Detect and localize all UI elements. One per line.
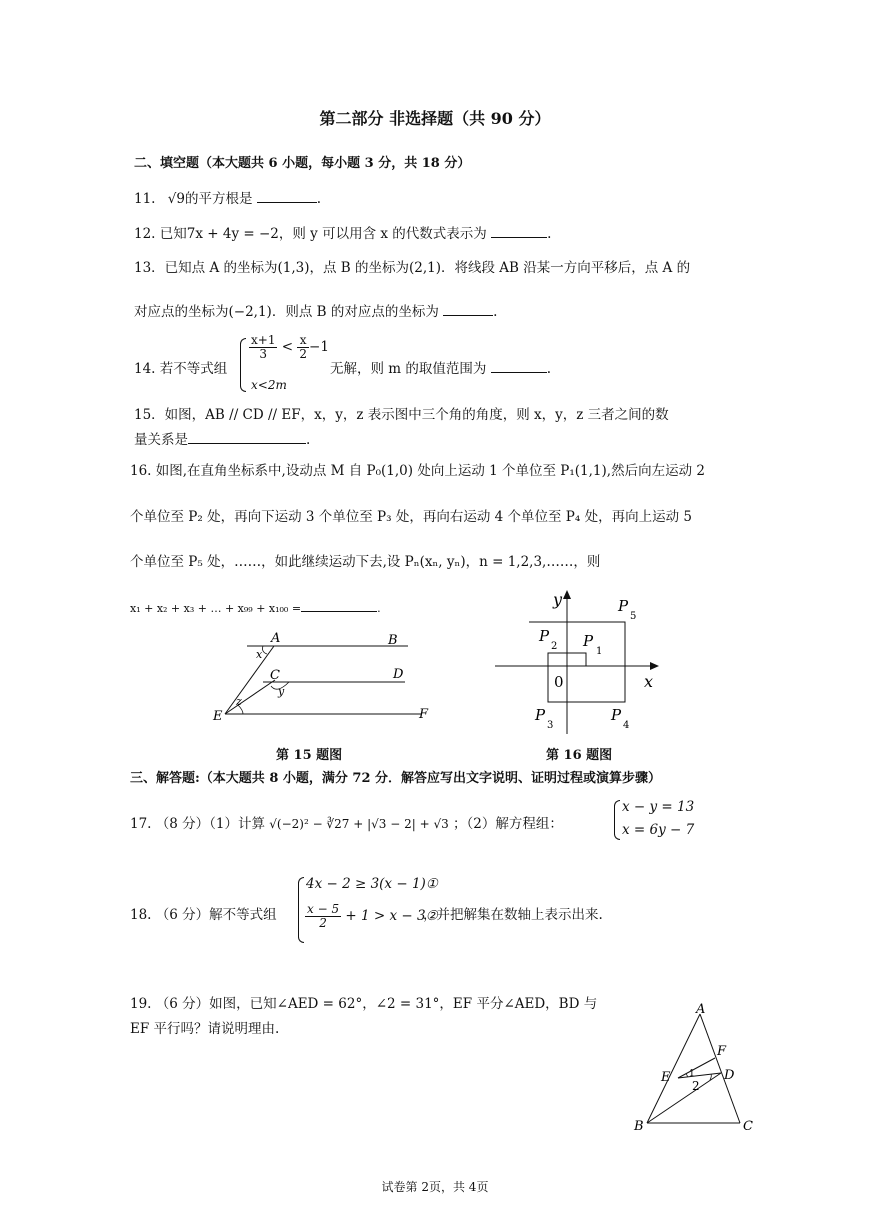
fig16-origin: 0 [554, 673, 564, 691]
fig19-label-d: D [724, 1068, 735, 1083]
q17-brace [614, 800, 620, 840]
angle-x-arc [263, 646, 268, 654]
question-15-line-2: 量关系是 . [134, 428, 310, 448]
line-ec [225, 680, 275, 714]
fig19-angle-2: 2 [692, 1079, 700, 1093]
fig16-p5: P [618, 597, 629, 615]
q13-line-1: 13．已知点 A 的坐标为(1,3)，点 B 的坐标为(2,1)．将线段 AB 沿某一方向平移后，点 A 的 [134, 260, 691, 276]
q16-line-2: 个单位至 P₂ 处，再向下运动 3 个单位至 P₃ 处，再向右运动 4 个单位至 P₄ 处，再向上运动 5 [130, 509, 692, 525]
q14-fraction-1: $\frac{x+1}{3}$ [251, 333, 276, 362]
section-fill-in-heading: 二、填空题（本大题共 6 小题，每小题 3 分，共 18 分） [134, 156, 471, 171]
fig15-angle-y: y [278, 685, 285, 698]
q18-fraction: $\frac{x - 5}{2}$ [307, 902, 340, 931]
q16-line-1: 16. 如图,在直角坐标系中,设动点 M 自 P₀(1,0) 处向上运动 1 个单位至 P₁(1,1),然后向左运动 2 [130, 463, 705, 479]
q16-line-3: 个单位至 P₅ 处，……，如此继续运动下去,设 Pₙ(xₙ, yₙ)，n = 1,2,3,……，则 [130, 554, 601, 570]
fig16-p4-sub: 4 [623, 720, 630, 731]
y-axis-arrow [563, 590, 571, 599]
figure-16 [495, 586, 670, 736]
q19-line-2: EF 平行吗？请说明理由. [130, 1021, 280, 1037]
fig15-angle-z: z [236, 695, 242, 708]
fig16-p5-sub: 5 [630, 611, 637, 622]
q16-line-4: x₁ + x₂ + x₃ + … + x₉₉ + x₁₀₀ = [130, 602, 302, 615]
question-13-line-2: 对应点的坐标为(−2,1)．则点 B 的对应点的坐标为 . [134, 300, 497, 320]
fig16-p2: P [539, 627, 550, 645]
question-12: 12. 已知7x + 4y = −2，则 y 可以用含 x 的代数式表示为 . [134, 222, 551, 242]
q11-text: 的平方根是 [184, 191, 253, 207]
q13-line-2: 对应点的坐标为(−2,1)．则点 B 的对应点的坐标为 [134, 304, 439, 320]
fig16-p2-sub: 2 [551, 641, 558, 652]
q14-row-1 [249, 334, 329, 361]
q14-less-than: < [281, 339, 294, 356]
q14-brace [240, 338, 246, 392]
fig16-y-label: y [553, 590, 563, 609]
q18-row-2 [305, 903, 438, 930]
q18-eq-1: 4x − 2 ≥ 3(x − 1)① [306, 876, 438, 892]
fig15-caption: 第 15 题图 [276, 748, 343, 763]
fig15-label-a: A [271, 631, 281, 646]
question-11: 11. √9的平方根是 . [134, 187, 321, 207]
q12-answer-blank[interactable] [491, 223, 547, 238]
fig19-label-b: B [634, 1119, 644, 1134]
x-axis-arrow [650, 662, 659, 670]
q12-text: 12. 已知7x + 4y = −2，则 y 可以用含 x 的代数式表示为 [134, 226, 487, 242]
section-solve-heading: 三、解答题:（本大题共 8 小题，满分 72 分．解答应写出文字说明、证明过程或演算步骤） [130, 771, 662, 786]
fig19-label-e: E [661, 1070, 671, 1085]
q18-text: 18. （6 分）解不等式组 [130, 907, 277, 923]
figure-15 [205, 628, 445, 728]
q18-eq-2-tail: + 1 > x − 3② [345, 908, 438, 925]
q19-line-1: 19. （6 分）如图，已知∠AED = 62°，∠2 = 31°，EF 平分∠AED，BD 与 [130, 996, 598, 1012]
figure-19 [630, 1002, 760, 1137]
q18-brace [298, 877, 304, 943]
fig15-label-c: C [270, 668, 280, 683]
q17-separator: ；（2）解方程组： [453, 816, 563, 832]
q16-answer-blank[interactable] [301, 597, 377, 612]
q13-answer-blank[interactable] [443, 301, 493, 316]
page-footer: 试卷第 2页，共 4页 [381, 1180, 489, 1194]
segment-bd [647, 1073, 721, 1123]
fig16-p1: P [583, 632, 594, 650]
q14-number: 14. 若不等式组 [134, 361, 228, 377]
fig16-p1-sub: 1 [596, 646, 603, 657]
fig16-p3-sub: 3 [547, 720, 554, 731]
segment-ef [678, 1058, 715, 1078]
fig16-caption: 第 16 题图 [546, 748, 613, 763]
q18-tail: ，并把解集在数轴上表示出来. [423, 907, 603, 923]
q14-minus-one: −1 [309, 339, 329, 356]
q17-eq-1: x − y = 13 [622, 799, 695, 815]
fig19-label-f: F [717, 1044, 727, 1059]
q17-expression: √(−2)² − ∛27 + |√3 − 2| + √3 [269, 817, 449, 831]
fig19-label-c: C [743, 1119, 753, 1134]
fig19-angle-1: 1 [689, 1069, 695, 1079]
question-16-line-4: x₁ + x₂ + x₃ + … + x₉₉ + x₁₀₀ = . [130, 597, 381, 615]
q15-line-1: 15．如图，AB // CD // EF，x，y，z 表示图中三个角的角度，则 x，y，z 三者之间的数 [134, 407, 669, 423]
page-title: 第二部分 非选择题（共 90 分） [319, 109, 551, 128]
fig15-label-f: F [419, 707, 429, 722]
q17-text: 17. （8 分）（1）计算 [130, 816, 265, 832]
question-14-tail: 无解，则 m 的取值范围为 . [330, 357, 551, 377]
q15-answer-blank[interactable] [188, 429, 306, 444]
q14-row-2: x<2m [251, 378, 287, 392]
q17-eq-2: x = 6y − 7 [622, 822, 695, 838]
fig15-angle-x: x [256, 648, 263, 661]
fig15-label-d: D [393, 667, 404, 682]
fig15-label-b: B [388, 633, 398, 648]
q15-line-2: 量关系是 [134, 432, 188, 448]
fig16-p4: P [611, 706, 622, 724]
q14-text: 无解，则 m 的取值范围为 [330, 361, 487, 377]
fig16-p3: P [535, 706, 546, 724]
q11-answer-blank[interactable] [257, 188, 317, 203]
fig16-x-label: x [644, 672, 654, 691]
q14-answer-blank[interactable] [491, 358, 547, 373]
line-ae [225, 646, 274, 714]
q14-fraction-2: $\frac{x}{2}$ [299, 333, 308, 362]
question-17 [130, 812, 563, 832]
q11-expression: √9 [167, 191, 185, 207]
q11-number: 11. [134, 191, 156, 207]
fig15-label-e: E [213, 709, 223, 724]
fig19-label-a: A [696, 1002, 706, 1017]
